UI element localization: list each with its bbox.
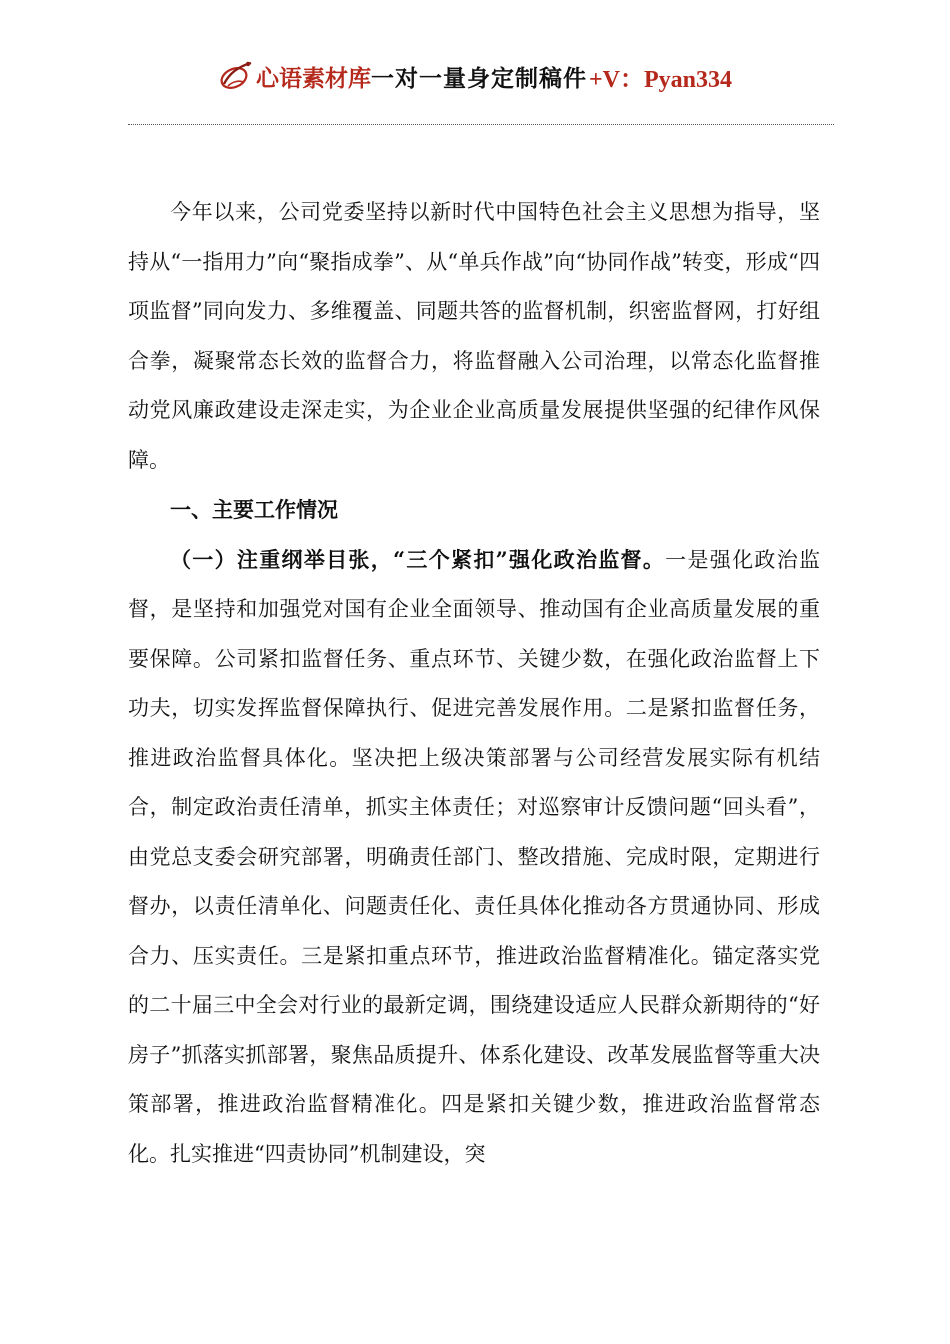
header-contact: +V：Pyan334 bbox=[588, 66, 732, 93]
header-slogan: 一对一量身定制稿件 bbox=[370, 64, 587, 92]
document-body bbox=[128, 188, 820, 1179]
header-divider bbox=[128, 124, 834, 125]
header-line bbox=[218, 58, 732, 94]
page-header bbox=[0, 58, 950, 106]
subsection-body: 一是强化政治监督，是坚持和加强党对国有企业全面领导、推动国有企业高质量发展的重要保障。公司紧扣监督任务、重点环节、关键少数，在强化政治监督上下功夫，切实发挥监督保障执行、促进完善发展作用。二是紧扣监督任务，推进政治监督具体化。坚决把上级决策部署与公司经营发展实际有机结合，制定政治责任清单，抓实主体责任；对巡察审计反馈问题“回头看”，由党总支委会研究部署，明确责任部门、整改措施、完成时限，定期进行督办，以责任清单化、问题责任化、责任具体化推动各方贯通协同、形成合力、压实责任。三是紧扣重点环节，推进政治监督精准化。锚定落实党的二十届三中全会对行业的最新定调，围绕建设适应人民群众新期待的“好房子”抓落实抓部署，聚焦品质提升、体系化建设、改革发展监督等重大决策部署，推进政治监督精准化。四是紧扣关键少数，推进政治监督常态化。扎实推进“四责协同”机制建设，突 bbox=[128, 547, 820, 1166]
subsection-heading: （一）注重纲举目张，“三个紧扣”强化政治监督。 bbox=[170, 546, 666, 572]
subsection-paragraph bbox=[128, 535, 820, 1180]
intro-paragraph: 今年以来，公司党委坚持以新时代中国特色社会主义思想为指导，坚持从“一指用力”向“聚指成拳”、从“单兵作战”向“协同作战”转变，形成“四项监督”同向发力、多维覆盖、同题共答的监督机制，织密监督网，打好组合拳，凝聚常态长效的监督合力，将监督融入公司治理，以常态化监督推动党风廉政建设走深走实，为企业企业高质量发展提供坚强的纪律作风保障。 bbox=[128, 200, 820, 472]
brand-name: 心语素材库 bbox=[255, 64, 371, 92]
swirl-logo-icon bbox=[218, 58, 254, 94]
section-heading: 一、主要工作情况 bbox=[170, 497, 338, 522]
